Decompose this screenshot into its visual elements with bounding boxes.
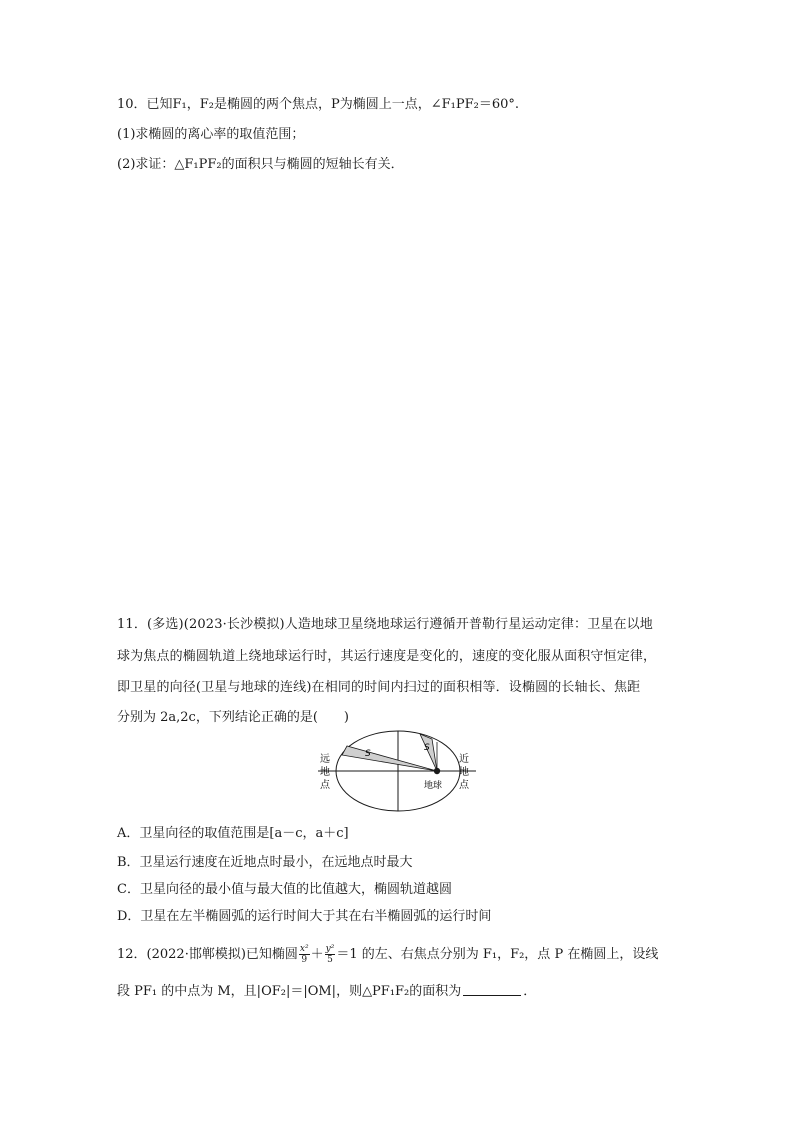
q10-part1: (1)求椭圆的离心率的取值范围； bbox=[117, 127, 305, 142]
area-label-right: S bbox=[424, 743, 430, 753]
fraction-x2-over-9: $\frac{\text{x²}}{9}$ bbox=[299, 944, 309, 965]
q11-line1: 11．(多选)(2023·长沙模拟)人造地球卫星绕地球运行遵循开普勒行星运动定律：卫星在以地 bbox=[117, 617, 653, 632]
answer-blank[interactable] bbox=[463, 983, 521, 996]
q12-line2-text: 段 PF₁ 的中点为 M，且|OF₂|＝|OM|，则△PF₁F₂的面积为 bbox=[117, 984, 462, 999]
q10-stem: 10．已知F₁，F₂是椭圆的两个焦点，P为椭圆上一点，∠F₁PF₂＝60°. bbox=[117, 97, 520, 112]
area-label-left: S bbox=[365, 749, 371, 759]
near-point-label-2: 地 bbox=[459, 767, 469, 778]
sector-left-shaded bbox=[342, 746, 437, 771]
earth-focus-dot bbox=[434, 768, 440, 774]
q12-line1 bbox=[117, 944, 658, 965]
q11-line4: 分别为 2a,2c，下列结论正确的是( ) bbox=[117, 710, 349, 725]
q12-prefix: 12．(2022·邯郸模拟)已知椭圆 bbox=[117, 947, 298, 962]
far-point-label-3: 点 bbox=[320, 780, 330, 791]
q11-option-d: D．卫星在左半椭圆弧的运行时间大于其在右半椭圆弧的运行时间 bbox=[117, 909, 492, 924]
far-point-label-1: 远 bbox=[320, 754, 330, 765]
q11-line2: 球为焦点的椭圆轨道上绕地球运行时，其运行速度是变化的，速度的变化服从面积守恒定律， bbox=[117, 649, 657, 664]
q12-line2-end: ． bbox=[523, 984, 537, 999]
q11-option-b: B．卫星运行速度在近地点时最小，在远地点时最大 bbox=[117, 855, 413, 870]
near-point-label-3: 点 bbox=[459, 780, 469, 791]
earth-label: 地球 bbox=[424, 781, 443, 791]
far-point-label-2: 地 bbox=[320, 767, 330, 778]
q11-option-c: C．卫星向径的最小值与最大值的比值越大，椭圆轨道越圆 bbox=[117, 882, 452, 897]
q11-line3: 即卫星的向径(卫星与地球的连线)在相同的时间内扫过的面积相等．设椭圆的长轴长、焦距 bbox=[117, 680, 641, 695]
q12-line2 bbox=[117, 983, 536, 1000]
q10-part2: (2)求证：△F₁PF₂的面积只与椭圆的短轴长有关． bbox=[117, 157, 404, 172]
near-point-label-1: 近 bbox=[459, 754, 469, 765]
fraction-y2-over-5: $\frac{\text{y²}}{5}$ bbox=[325, 944, 335, 965]
plus-sign: ＋ bbox=[310, 947, 324, 962]
q12-after-fractions: ＝1 的左、右焦点分别为 F₁，F₂，点 P 在椭圆上，设线 bbox=[336, 947, 659, 962]
satellite-orbit-diagram bbox=[318, 728, 478, 814]
q11-option-a: A．卫星向径的取值范围是[a－c，a＋c] bbox=[117, 826, 349, 841]
